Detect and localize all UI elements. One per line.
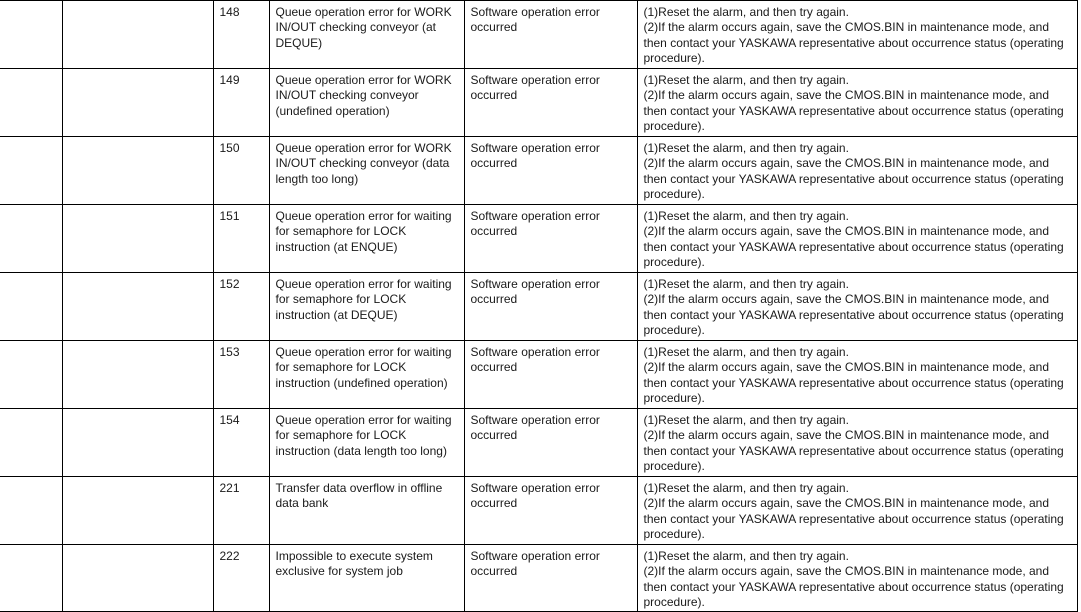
remedy-cell — [637, 409, 1077, 477]
cause-cell: Software operation error occurred — [464, 69, 637, 137]
alarm-number-cell — [0, 545, 62, 612]
remedy-step-1: (1)Reset the alarm, and then try again. — [643, 481, 849, 495]
cause-cell: Software operation error occurred — [464, 477, 637, 545]
sub-code-cell: 152 — [213, 273, 269, 341]
cause-cell: Software operation error occurred — [464, 545, 637, 612]
alarm-number-cell — [0, 477, 62, 545]
meaning-cell: Queue operation error for waiting for semaphore for LOCK instruction (data length too long) — [269, 409, 464, 477]
meaning-cell: Queue operation error for waiting for semaphore for LOCK instruction (at DEQUE) — [269, 273, 464, 341]
table-row — [0, 341, 1077, 409]
sub-code-cell: 222 — [213, 545, 269, 612]
remedy-step-2: (2)If the alarm occurs again, save the CMOS.BIN in maintenance mode, and then contact your YASKAWA representative about occurrence status (operating procedure). — [643, 156, 1064, 201]
sub-code-cell: 148 — [213, 1, 269, 69]
meaning-cell: Queue operation error for WORK IN/OUT checking conveyor (undefined operation) — [269, 69, 464, 137]
alarm-number-cell — [0, 273, 62, 341]
alarm-name-cell — [62, 341, 213, 409]
remedy-step-2: (2)If the alarm occurs again, save the CMOS.BIN in maintenance mode, and then contact your YASKAWA representative about occurrence status (operating procedure). — [643, 88, 1064, 133]
table-row — [0, 69, 1077, 137]
meaning-cell: Queue operation error for waiting for semaphore for LOCK instruction (at ENQUE) — [269, 205, 464, 273]
alarm-number-cell — [0, 137, 62, 205]
sub-code-cell: 221 — [213, 477, 269, 545]
cause-cell: Software operation error occurred — [464, 409, 637, 477]
remedy-step-2: (2)If the alarm occurs again, save the CMOS.BIN in maintenance mode, and then contact your YASKAWA representative about occurrence status (operating procedure). — [643, 20, 1064, 65]
alarm-number-cell — [0, 1, 62, 69]
alarm-name-cell — [62, 69, 213, 137]
sub-code-cell: 149 — [213, 69, 269, 137]
remedy-cell — [637, 273, 1077, 341]
alarm-number-cell — [0, 409, 62, 477]
remedy-step-2: (2)If the alarm occurs again, save the CMOS.BIN in maintenance mode, and then contact your YASKAWA representative about occurrence status (operating procedure). — [643, 496, 1064, 541]
alarm-name-cell — [62, 545, 213, 612]
meaning-cell: Queue operation error for waiting for semaphore for LOCK instruction (undefined operation) — [269, 341, 464, 409]
table-row — [0, 1, 1077, 69]
alarm-name-cell — [62, 409, 213, 477]
table-row — [0, 205, 1077, 273]
remedy-cell — [637, 545, 1077, 612]
sub-code-cell: 151 — [213, 205, 269, 273]
remedy-step-1: (1)Reset the alarm, and then try again. — [643, 413, 849, 427]
alarm-name-cell — [62, 1, 213, 69]
remedy-step-1: (1)Reset the alarm, and then try again. — [643, 209, 849, 223]
remedy-step-1: (1)Reset the alarm, and then try again. — [643, 549, 849, 563]
remedy-step-2: (2)If the alarm occurs again, save the CMOS.BIN in maintenance mode, and then contact your YASKAWA representative about occurrence status (operating procedure). — [643, 224, 1064, 269]
remedy-cell — [637, 341, 1077, 409]
remedy-cell — [637, 1, 1077, 69]
meaning-cell: Queue operation error for WORK IN/OUT checking conveyor (data length too long) — [269, 137, 464, 205]
meaning-cell: Transfer data overflow in offline data bank — [269, 477, 464, 545]
cause-cell: Software operation error occurred — [464, 341, 637, 409]
table-row — [0, 545, 1077, 612]
cause-cell: Software operation error occurred — [464, 1, 637, 69]
cause-cell: Software operation error occurred — [464, 273, 637, 341]
sub-code-cell: 154 — [213, 409, 269, 477]
remedy-step-1: (1)Reset the alarm, and then try again. — [643, 5, 849, 19]
remedy-step-2: (2)If the alarm occurs again, save the CMOS.BIN in maintenance mode, and then contact your YASKAWA representative about occurrence status (operating procedure). — [643, 428, 1064, 473]
remedy-step-2: (2)If the alarm occurs again, save the CMOS.BIN in maintenance mode, and then contact your YASKAWA representative about occurrence status (operating procedure). — [643, 360, 1064, 405]
table-row — [0, 409, 1077, 477]
alarm-name-cell — [62, 477, 213, 545]
alarm-number-cell — [0, 69, 62, 137]
remedy-step-1: (1)Reset the alarm, and then try again. — [643, 345, 849, 359]
remedy-step-1: (1)Reset the alarm, and then try again. — [643, 277, 849, 291]
meaning-cell: Queue operation error for WORK IN/OUT checking conveyor (at DEQUE) — [269, 1, 464, 69]
alarm-name-cell — [62, 137, 213, 205]
remedy-step-1: (1)Reset the alarm, and then try again. — [643, 73, 849, 87]
remedy-cell — [637, 205, 1077, 273]
remedy-cell — [637, 477, 1077, 545]
meaning-cell: Impossible to execute system exclusive for system job — [269, 545, 464, 612]
alarm-name-cell — [62, 273, 213, 341]
sub-code-cell: 150 — [213, 137, 269, 205]
alarm-name-cell — [62, 205, 213, 273]
alarm-number-cell — [0, 205, 62, 273]
remedy-step-2: (2)If the alarm occurs again, save the CMOS.BIN in maintenance mode, and then contact your YASKAWA representative about occurrence status (operating procedure). — [643, 292, 1064, 337]
sub-code-cell: 153 — [213, 341, 269, 409]
cause-cell: Software operation error occurred — [464, 137, 637, 205]
remedy-step-2: (2)If the alarm occurs again, save the CMOS.BIN in maintenance mode, and then contact your YASKAWA representative about occurrence status (operating procedure). — [643, 564, 1064, 609]
alarm-number-cell — [0, 341, 62, 409]
cause-cell: Software operation error occurred — [464, 205, 637, 273]
table-row — [0, 273, 1077, 341]
remedy-cell — [637, 137, 1077, 205]
table-row — [0, 477, 1077, 545]
remedy-cell — [637, 69, 1077, 137]
table-row — [0, 137, 1077, 205]
remedy-step-1: (1)Reset the alarm, and then try again. — [643, 141, 849, 155]
